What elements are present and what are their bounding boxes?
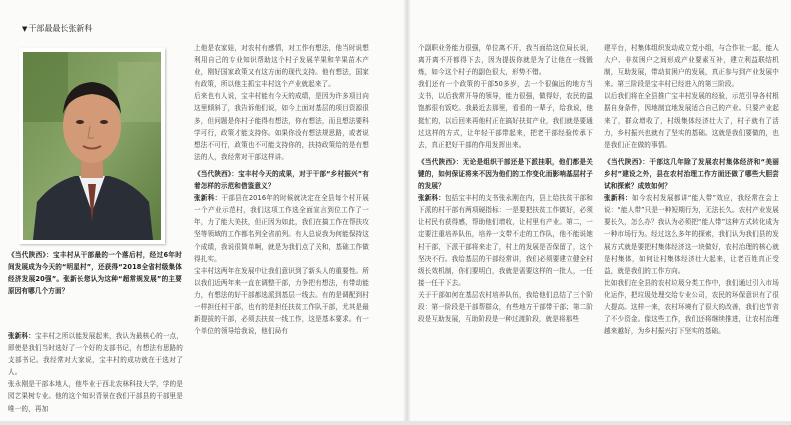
paragraph: 比如我们在全县的农村垃圾分类工作中，我们通过引入市场化运作，把垃圾处理交给专业公司，农民的环保意识有了很大提高。这样一来，农村环境有了很大的改善，我们也节省了不少资金。像这些工作，我们还将继续推进，让农村治理越来越好，为乡村振兴打下坚实的基础。 <box>604 278 779 336</box>
interview-question-3: 《当代陕西》：无论是组织干部还是下派挂职，他们都是关键的，如何保证将来不因为他们的工作变化而影响基层村子的发展？ <box>418 157 593 191</box>
paragraph: 建平台，村集体组织发动成立党小组，与合作社一起，能人大户、非贫困户之间形成产业要素互补，建立利益联结机制，互助发展，带动贫困户的发展，真正参与到产业发展中来。第三阶段是宝丰村已经进入的第三阶段。 <box>604 44 779 89</box>
paragraph <box>418 192 593 289</box>
paragraph: 宝丰村这两年在发展中让我们意识到了新头人的重要性。所以我们近两年来一直在调整干部，力争把有想法，有带动能力，有想法的好干部都选派到基层一线去。有的是调配到村一样担任村干部，也有的是担任扶贫工作队干部，尤其是最新提拔的干部，必须去扶贫一线工作，这是基本要求。有一个单位的领导给我说，他们局有 <box>194 266 369 336</box>
section-label-text: 干部最最长张新科 <box>28 24 93 33</box>
paragraph: 我们还有一个政策的干部50多岁，去一个很偏远的地方当支书，以后我常开导的领导，能力很强，做得好，农民的温饱都很有饭吃。我最近去那里，看看的一辈子，给我说，他挺忙的，以后回来再他村正在搞好扶贫产业，我们就是要通过这样的方式，让年轻干部带起来，把老干部经验传承下去，真正把好干部的作用发挥出来。 <box>418 80 593 149</box>
interview-question-4: 《当代陕西》：干部这几年除了发展农村集体经济和“美丽乡村”建设之外，县在农村治理工作方面还做了哪些大胆尝试和探索？成效如何？ <box>604 157 779 191</box>
paragraph-text: 如今农村发展都讲“能人带”效应，我经常在会上说：“能人带”只是一种短期行为，无法长久。农村产业发展要长久，怎么办？我认为必须把“能人带”这种方式转化成为一种市场行为。经过这么多年的探索，我们认为我们县的发展方式就是要把村集体经济这一块做好，农村治理的核心就是村集体，如何让村集体经济壮大起来，让老百姓真正受益，就是我们的工作方向。 <box>604 194 779 275</box>
bottom-edge <box>0 421 791 425</box>
speaker-name: 张新科： <box>418 194 445 203</box>
portrait-image <box>23 52 161 240</box>
paragraph: 以后我们将在全县推广宝丰村发展的经验，示范引导各村根据自身条件，因地制宜地发展适合自己的产业。只要产业起来了，群众增收了，村级集体经济壮大了，村子就有了活力，乡村振兴也就有了坚实的基础。这就是我们要做的，也是我们正在做的事情。 <box>604 92 779 149</box>
section-label <box>22 24 92 34</box>
speaker-name: 张新科： <box>8 332 35 340</box>
text-column-1 <box>8 330 183 415</box>
interview-question-2: 《当代陕西》：宝丰村今天的成果，对于干部“乡村振兴”有着怎样的示范和借鉴意义？ <box>194 169 369 191</box>
text-column-3 <box>418 42 593 325</box>
paragraph <box>604 192 779 277</box>
portrait-photo <box>19 48 165 244</box>
paragraph: 上他是农家娃，对农村有感情，对工作有想法，他当时说想利用自己的专业知识帮助这个村子发展苹果和苹果苗木产业，刚好国家政策又有这方面的现代支持。他有想法，国家有政策，所以他主抓宝丰村这个产业就起来了。 <box>194 44 369 89</box>
paragraph-text: 包括宝丰村的支书张永刚在内，县上给扶贫干部和下派的村干部有两项硬指标：一是要把扶贫工作做好，必须让村民有获得感，帮助他们增收，让村里有产业。第二，一定要注重培养队伍，培养一支带不走的工作队，他不能说她村干部，下派干部将来走了，村上的发展是否保留了，这个坚决不行。我给基层的干部经常讲，我们必须要建立健全村级长效机制，你们要明白，我就是需要这样的一批人，一任接一任干下去。 <box>418 194 594 287</box>
triangle-marker-icon: ▼ <box>22 25 28 33</box>
paragraph: 后来也有人说，宝丰村能有今天的成绩，是因为许多项目向这里倾斜了，我告诉他们说，如今上面对基层的项目资源很多，但问题是你村子能得有想法，你有想法，而且想法要科学可行，政策才能支持你。如果你没有想法规思路，或者说想法不可行，政策也不可能支持你的，扶持政策给的是有想法的人，我经常对干部这样讲。 <box>194 92 369 161</box>
interview-question-1: 《当代陕西》：宝丰村从干部最的一个落后村，经过6年时间发展成为今天的“明星村”，还获得“2018全省村级集体经济发展20强”。张新长您认为这种“超常规发展”的主要原因有哪几个方面？ <box>8 251 182 295</box>
text-column-2 <box>194 42 369 337</box>
text-column-4 <box>604 42 779 337</box>
paragraph: 关于干部如何在基层农村培养队伍，我给他们总结了三个阶段：第一阶段是干部帮群众，有些地方干部带干部；第二阶段是互助发展，互助阶段是一种过渡阶段，就是将那些 <box>418 290 593 324</box>
paragraph: 张永刚是干部本地人，他毕业于西北农林科技大学，学的是园艺果树专业。他的这个知识背景在我们干部县的干部里是唯一的，再加 <box>8 380 183 413</box>
speaker-name: 张新科： <box>194 194 222 203</box>
paragraph <box>8 330 183 378</box>
paragraph: 个副职业务能力很强，单位离不开，我当面给这位局长说，离开离不开都得下去，因为提拔你就是为了让他在一线锻炼，如今这个村子的副色很大，形势不错。 <box>418 44 593 77</box>
paragraph <box>194 192 369 265</box>
paragraph-text: 干部县在2016年的时候就决定在全县每个村开展一个产业示范村，我们这项工作选全面宣言到位工作了一年，力了能大美扶，但正因为如此，我们在搞工作在帮扶攻坚等领域的工作都名列全省前列。有人总说我为何能保持这个成绩，我说很简单啊，就是为我们点了关和，基础工作做得扎实。 <box>194 194 369 263</box>
page-gutter <box>403 0 411 425</box>
paragraph-text: 宝丰村之所以能发展起来，我认为最核心的一点，即使是我们当时选好了一个好的支部书记，有想法有思路的支部书记。我经常对大家说，宝丰村的成功就在于选对了人。 <box>8 332 184 377</box>
speaker-name: 张新科： <box>604 194 632 203</box>
